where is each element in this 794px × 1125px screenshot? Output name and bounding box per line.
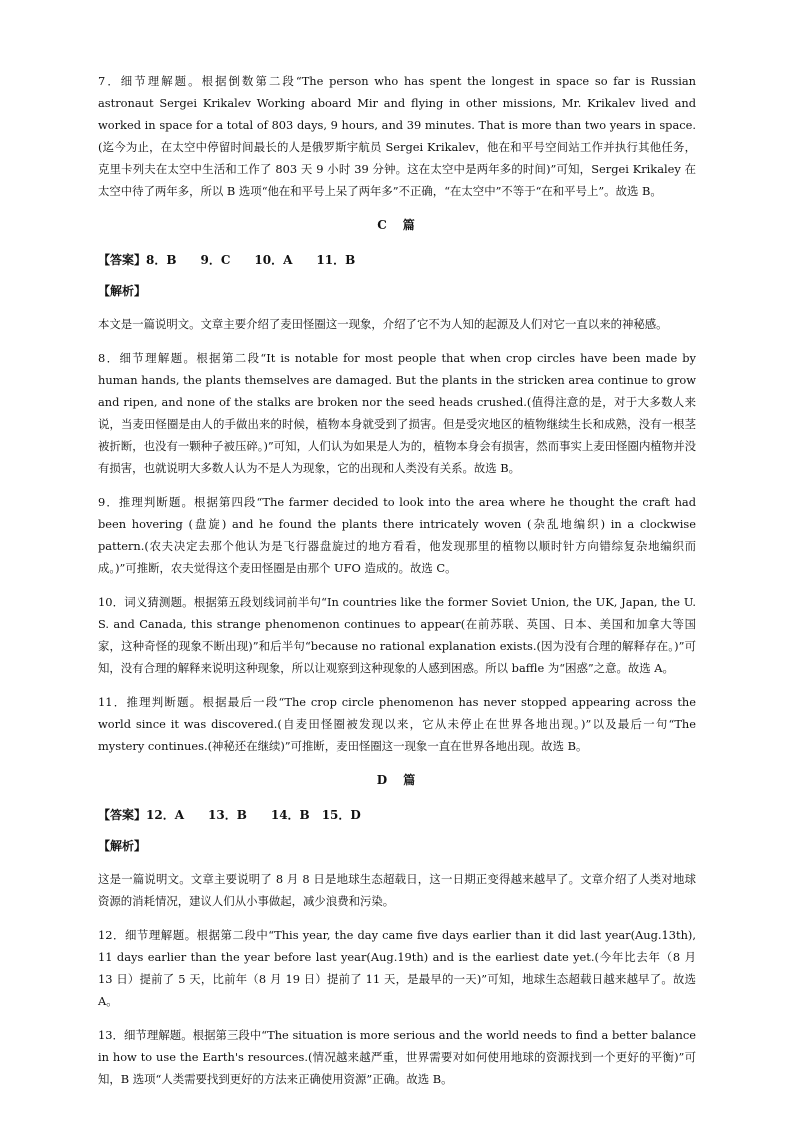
section-d <box>98 771 696 1090</box>
section-d-answer: 【答案】12．A 13．B 14．B 15．D <box>98 808 361 822</box>
section-d-title: D 篇 <box>376 773 418 787</box>
explanation-item-7: 7．细节理解题。根据倒数第二段“The person who has spent the longest in space so far is Russian astronaut Sergei Krikalev Working aboard Mir and flying in other missions, Mr. Krikalev lived and worked in space for a total of 803 days, 9 hours, and 39 minutes. That is more than two years in space.(迄今为止，在太空中停留时间最长的人是俄罗斯宇航员 Sergei Krikalev，他在和平号空间站工作并执行其他任务，克里卡列夫在太空中生活和工作了 803 天 9 小时 39 分钟。这在太空中是两年多的时间)”可知，Sergei Krikaley 在太空中待了两年多，所以 B 选项“他在和平号上呆了两年多”不正确，“在太空中”不等于“在和平号上”。故选 B。 <box>98 74 696 198</box>
explanation-item-8: 8．细节理解题。根据第二段“It is notable for most people that when crop circles have been made by human hands, the plants themselves are damaged. But the plants in the stricken area continue to grow and ripen, and none of the stalks are broken nor the seed heads crushed.(值得注意的是，对于大多数人来说，当麦田怪圈是由人的手做出来的时候，植物本身就受到了损害。但是受灾地区的植物继续生长和成熟，没有一根茎被折断，也没有一颗种子被压碎。)”可知，人们认为如果是人为的，植物本身会有损害，然而事实上麦田怪圈内植物并没有损害，也就说明大多数人认为不是人为现象，它的出现和人类没有关系。故选 B。 <box>98 351 696 475</box>
section-c-answer: 【答案】8．B 9．C 10．A 11．B <box>98 253 356 267</box>
section-c-title: C 篇 <box>377 218 417 232</box>
explanation-item-10: 10．词义猜测题。根据第五段划线词前半句“In countries like the former Soviet Union, the UK, Japan, the U. S. and Canada, this strange phenomenon continues to appear(在前苏联、英国、日本、美国和加拿大等国家，这种奇怪的现象不断出现)”和后半句“because no rational explanation exists.(因为没有合理的解释存在。)”可知，没有合理的解释来说明这种现象，所以让观察到这种现象的人感到困惑。所以 baffle 为“困惑”之意。故选 A。 <box>98 595 696 675</box>
explanation-item-13: 13．细节理解题。根据第三段中“The situation is more serious and the world needs to find a better balance in how to use the Earth's resources.(情况越来越严重，世界需要对如何使用地球的资源找到一个更好的平衡)”可知，B 选项“人类需要找到更好的方法来正确使用资源”正确。故选 B。 <box>98 1028 696 1086</box>
explanation-item-9: 9．推理判断题。根据第四段“The farmer decided to look into the area where he thought the craft had been hovering (盘旋) and he found the plants there intricately woven (杂乱地编织) in a clockwise pattern.(农夫决定去那个他认为是飞行器盘旋过的地方看看，他发现那里的植物以顺时针方向错综复杂地编织而成。)”可推断，农夫觉得这个麦田怪圈是由那个 UFO 造成的。故选 C。 <box>98 495 696 575</box>
explanation-item-12: 12．细节理解题。根据第二段中“This year, the day came five days earlier than it did last year(Aug.13th), 11 days earlier than the year before last year(Aug.19th) and is the earliest date yet.(今年比去年（8 月 13 日）提前了 5 天，比前年（8 月 19 日）提前了 11 天，是最早的一天)”可知，地球生态超载日越来越早了。故选 A。 <box>98 928 696 1008</box>
section-d-analysis-label: 【解析】 <box>98 839 147 853</box>
section-b-tail <box>98 70 696 202</box>
section-c <box>98 216 696 757</box>
section-c-analysis-label: 【解析】 <box>98 284 147 298</box>
section-d-intro: 这是一篇说明文。文章主要说明了 8 月 8 日是地球生态超载日，这一日期正变得越来越早了。文章介绍了人类对地球资源的消耗情况，建议人们从小事做起，减少浪费和污染。 <box>98 872 696 908</box>
explanation-item-11: 11．推理判断题。根据最后一段“The crop circle phenomenon has never stopped appearing across the world since it was discovered.(自麦田怪圈被发现以来，它从未停止在世界各地出现。)”以及最后一句“The mystery continues.(神秘还在继续)”可推断，麦田怪圈这一现象一直在世界各地出现。故选 B。 <box>98 695 696 753</box>
section-c-intro: 本文是一篇说明文。文章主要介绍了麦田怪圈这一现象，介绍了它不为人知的起源及人们对它一直以来的神秘感。 <box>98 317 668 331</box>
document-page <box>98 70 696 1102</box>
